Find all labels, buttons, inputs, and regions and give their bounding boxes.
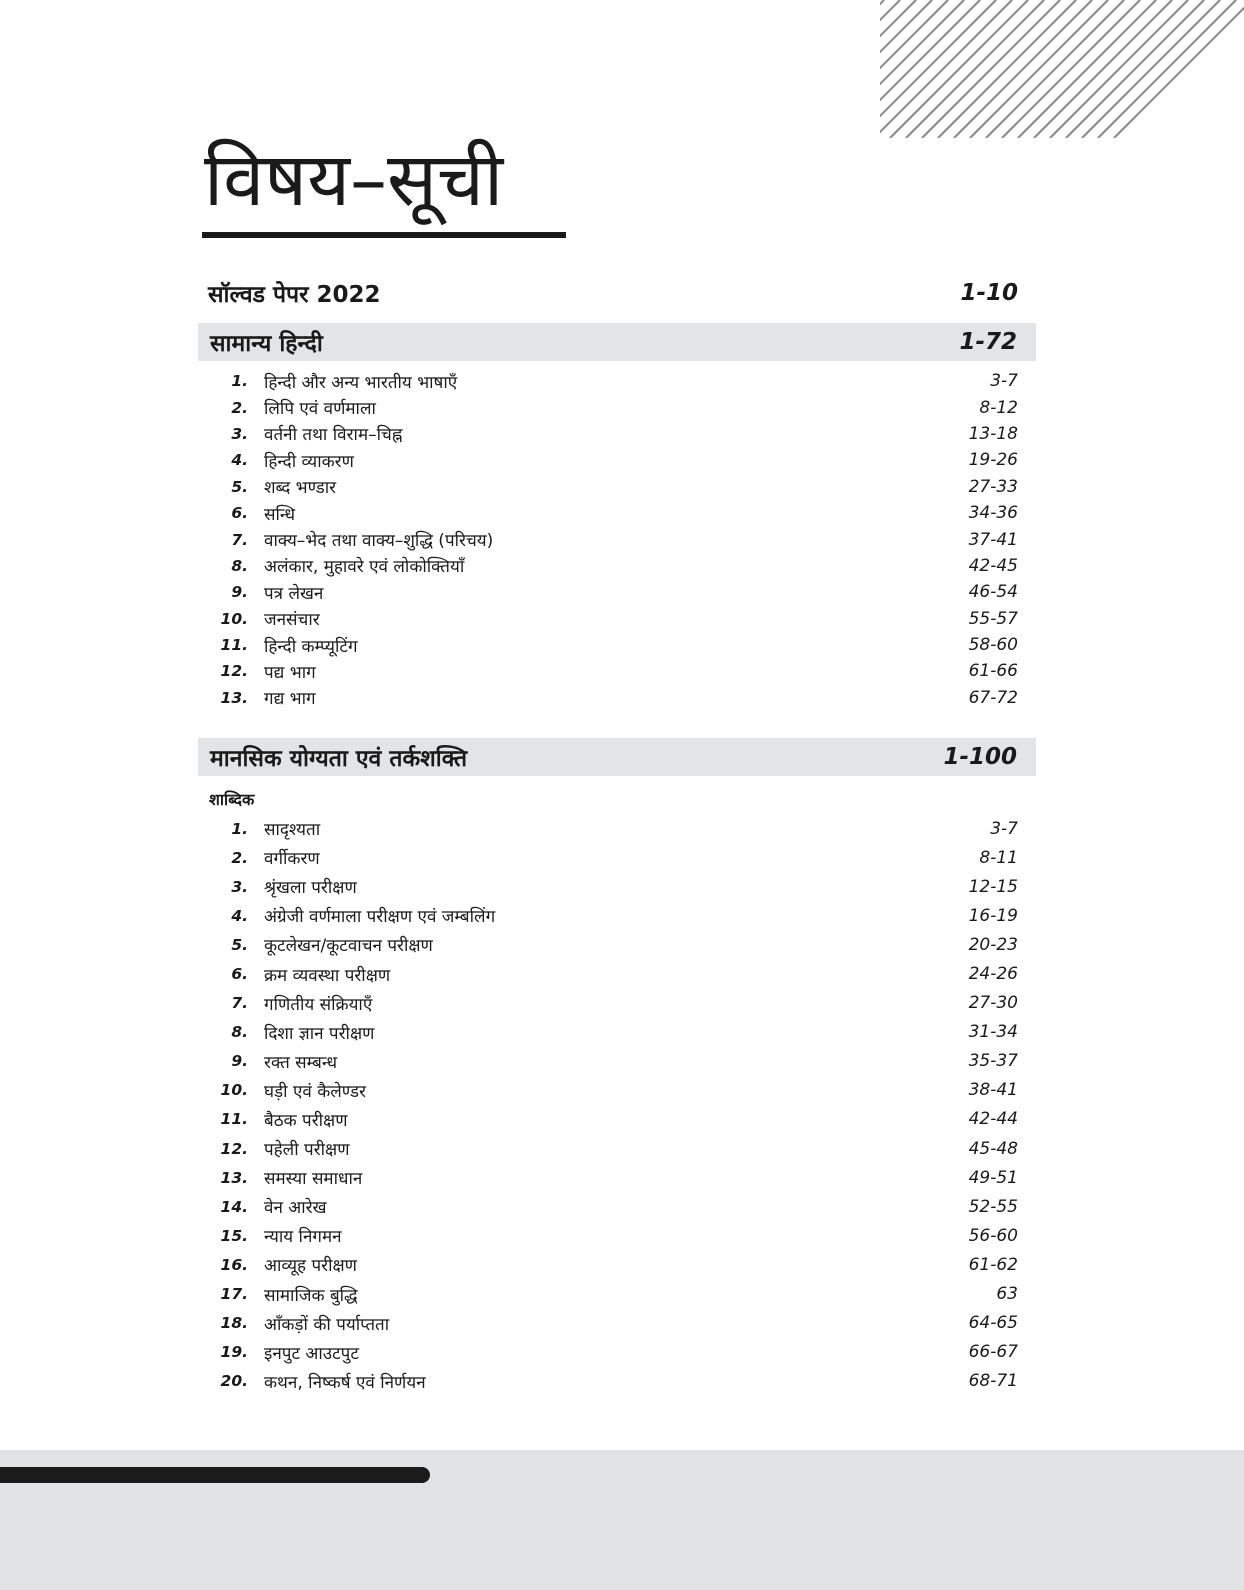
entry-number: 13. bbox=[220, 1168, 248, 1187]
entry-title: रक्त सम्बन्ध bbox=[264, 1052, 338, 1073]
entry-title: वाक्य–भेद तथा वाक्य–शुद्धि (परिचय) bbox=[264, 531, 494, 552]
entry-title: गद्य भाग bbox=[264, 689, 316, 710]
entry-pages: 42-45 bbox=[968, 555, 1018, 576]
entry-title: शब्द भण्डार bbox=[264, 478, 337, 499]
toc-entry[interactable] bbox=[208, 989, 1018, 1018]
solved-paper-title: सॉल्वड पेपर 2022 bbox=[208, 282, 381, 308]
toc-entry[interactable] bbox=[208, 1367, 1018, 1396]
toc-entry[interactable] bbox=[208, 500, 1018, 526]
toc-entry[interactable] bbox=[208, 1047, 1018, 1076]
toc-entry[interactable] bbox=[208, 632, 1018, 658]
entry-title: लिपि एवं वर्णमाला bbox=[264, 399, 376, 420]
entry-number: 5. bbox=[231, 935, 248, 954]
toc-entry[interactable] bbox=[208, 447, 1018, 473]
entry-number: 1. bbox=[231, 372, 248, 391]
entry-pages: 49-51 bbox=[968, 1167, 1018, 1188]
toc-entry[interactable] bbox=[208, 872, 1018, 901]
entry-pages: 27-33 bbox=[968, 476, 1018, 497]
entry-title: अलंकार, मुहावरे एवं लोकोक्तियाँ bbox=[264, 557, 465, 578]
title-underline bbox=[202, 232, 566, 238]
entry-number: 4. bbox=[231, 906, 248, 925]
entry-number: 2. bbox=[231, 848, 248, 867]
section-header-reasoning[interactable] bbox=[198, 738, 1036, 776]
entry-title: पद्य भाग bbox=[264, 662, 316, 683]
entry-title: बैठक परीक्षण bbox=[264, 1110, 348, 1131]
entry-title: कूटलेखन/कूटवाचन परीक्षण bbox=[264, 936, 433, 957]
entry-number: 13. bbox=[220, 688, 248, 707]
solved-paper-entry[interactable] bbox=[208, 275, 1018, 311]
entry-pages: 20-23 bbox=[968, 934, 1018, 955]
toc-entry[interactable] bbox=[208, 606, 1018, 632]
toc-entry[interactable] bbox=[208, 1280, 1018, 1309]
toc-entry[interactable] bbox=[208, 658, 1018, 684]
entry-title: न्याय निगमन bbox=[264, 1227, 342, 1248]
toc-list-reasoning bbox=[208, 814, 1018, 1396]
entry-number: 18. bbox=[220, 1314, 248, 1333]
section-pages: 1-100 bbox=[943, 744, 1017, 770]
entry-number: 4. bbox=[231, 451, 248, 470]
entry-title: गणितीय संक्रियाएँ bbox=[264, 994, 373, 1015]
entry-number: 6. bbox=[231, 965, 248, 984]
section-pages: 1-72 bbox=[959, 329, 1017, 355]
entry-title: समस्या समाधान bbox=[264, 1169, 363, 1190]
toc-entry[interactable] bbox=[208, 1338, 1018, 1367]
entry-pages: 24-26 bbox=[968, 964, 1018, 985]
toc-entry[interactable] bbox=[208, 1163, 1018, 1192]
entry-title: वर्तनी तथा विराम–चिह्न bbox=[264, 425, 403, 446]
entry-number: 3. bbox=[231, 877, 248, 896]
toc-entry[interactable] bbox=[208, 394, 1018, 420]
toc-entry[interactable] bbox=[208, 1309, 1018, 1338]
entry-number: 8. bbox=[231, 1023, 248, 1042]
toc-entry[interactable] bbox=[208, 843, 1018, 872]
entry-number: 17. bbox=[220, 1285, 248, 1304]
entry-title: क्रम व्यवस्था परीक्षण bbox=[264, 965, 391, 986]
entry-pages: 42-44 bbox=[968, 1109, 1018, 1130]
toc-entry[interactable] bbox=[208, 959, 1018, 988]
entry-title: सामाजिक बुद्धि bbox=[264, 1285, 358, 1306]
entry-pages: 63 bbox=[996, 1284, 1018, 1305]
entry-title: हिन्दी व्याकरण bbox=[264, 451, 354, 472]
entry-pages: 8-11 bbox=[979, 847, 1018, 868]
entry-title: हिन्दी और अन्य भारतीय भाषाएँ bbox=[264, 372, 458, 393]
entry-pages: 67-72 bbox=[968, 687, 1018, 708]
page-title: विषय–सूची bbox=[204, 137, 504, 223]
entry-title: अंग्रेजी वर्णमाला परीक्षण एवं जम्बलिंग bbox=[264, 907, 496, 928]
entry-pages: 56-60 bbox=[968, 1225, 1018, 1246]
entry-title: जनसंचार bbox=[264, 610, 320, 631]
entry-pages: 68-71 bbox=[968, 1371, 1018, 1392]
entry-pages: 38-41 bbox=[968, 1080, 1018, 1101]
entry-number: 14. bbox=[220, 1197, 248, 1216]
entry-number: 16. bbox=[220, 1255, 248, 1274]
solved-paper-pages: 1-10 bbox=[960, 280, 1018, 306]
entry-pages: 55-57 bbox=[968, 608, 1018, 629]
toc-entry[interactable] bbox=[208, 1105, 1018, 1134]
entry-pages: 64-65 bbox=[968, 1313, 1018, 1334]
entry-title: सन्धि bbox=[264, 504, 296, 525]
entry-number: 11. bbox=[220, 636, 248, 655]
entry-number: 12. bbox=[220, 662, 248, 681]
entry-number: 15. bbox=[220, 1226, 248, 1245]
entry-pages: 37-41 bbox=[968, 529, 1018, 550]
toc-entry[interactable] bbox=[208, 474, 1018, 500]
toc-entry[interactable] bbox=[208, 579, 1018, 605]
entry-pages: 66-67 bbox=[968, 1342, 1018, 1363]
entry-pages: 16-19 bbox=[968, 905, 1018, 926]
entry-number: 12. bbox=[220, 1139, 248, 1158]
entry-pages: 27-30 bbox=[968, 993, 1018, 1014]
entry-pages: 3-7 bbox=[990, 818, 1018, 839]
toc-entry[interactable] bbox=[208, 930, 1018, 959]
entry-title: इनपुट आउटपुट bbox=[264, 1343, 359, 1364]
toc-entry[interactable] bbox=[208, 553, 1018, 579]
section-title: सामान्य हिन्दी bbox=[210, 331, 323, 357]
hatch-line bbox=[880, 0, 900, 138]
entry-number: 6. bbox=[231, 504, 248, 523]
entry-title: वेन आरेख bbox=[264, 1198, 327, 1219]
entry-title: आव्यूह परीक्षण bbox=[264, 1256, 357, 1277]
entry-title: हिन्दी कम्प्यूटिंग bbox=[264, 636, 358, 657]
entry-pages: 58-60 bbox=[968, 635, 1018, 656]
entry-number: 3. bbox=[231, 424, 248, 443]
entry-number: 7. bbox=[231, 530, 248, 549]
entry-number: 9. bbox=[231, 1052, 248, 1071]
section-title: मानसिक योग्यता एवं तर्कशक्ति bbox=[210, 746, 468, 772]
hatch-line bbox=[880, 0, 996, 138]
toc-entry[interactable] bbox=[208, 1221, 1018, 1250]
toc-entry[interactable] bbox=[208, 1076, 1018, 1105]
hatch-line bbox=[880, 0, 964, 138]
entry-number: 8. bbox=[231, 556, 248, 575]
toc-entry[interactable] bbox=[208, 421, 1018, 447]
entry-number: 1. bbox=[231, 819, 248, 838]
toc-entry[interactable] bbox=[208, 901, 1018, 930]
toc-entry[interactable] bbox=[208, 1018, 1018, 1047]
entry-pages: 61-66 bbox=[968, 661, 1018, 682]
toc-entry[interactable] bbox=[208, 685, 1018, 711]
entry-number: 20. bbox=[220, 1372, 248, 1391]
entry-title: पहेली परीक्षण bbox=[264, 1140, 350, 1161]
toc-entry[interactable] bbox=[208, 368, 1018, 394]
entry-title: घड़ी एवं कैलेण्डर bbox=[264, 1081, 366, 1102]
entry-pages: 45-48 bbox=[968, 1138, 1018, 1159]
hatch-line bbox=[880, 0, 932, 138]
entry-pages: 52-55 bbox=[968, 1196, 1018, 1217]
entry-number: 19. bbox=[220, 1343, 248, 1362]
entry-title: श्रृंखला परीक्षण bbox=[264, 878, 357, 899]
entry-title: वर्गीकरण bbox=[264, 849, 320, 870]
entry-pages: 12-15 bbox=[968, 876, 1018, 897]
section-header-hindi[interactable] bbox=[198, 323, 1036, 361]
entry-pages: 46-54 bbox=[968, 582, 1018, 603]
subsection-heading: शाब्दिक bbox=[209, 790, 255, 809]
entry-number: 5. bbox=[231, 477, 248, 496]
entry-number: 11. bbox=[220, 1110, 248, 1129]
entry-pages: 13-18 bbox=[968, 423, 1018, 444]
entry-pages: 35-37 bbox=[968, 1051, 1018, 1072]
entry-pages: 31-34 bbox=[968, 1022, 1018, 1043]
entry-number: 2. bbox=[231, 398, 248, 417]
entry-number: 9. bbox=[231, 583, 248, 602]
toc-entry[interactable] bbox=[208, 526, 1018, 552]
footer-bar bbox=[0, 1467, 430, 1483]
hatch-line bbox=[880, 0, 948, 138]
entry-pages: 8-12 bbox=[979, 397, 1018, 418]
entry-number: 7. bbox=[231, 994, 248, 1013]
entry-pages: 34-36 bbox=[968, 503, 1018, 524]
toc-entry[interactable] bbox=[208, 1134, 1018, 1163]
toc-entry[interactable] bbox=[208, 814, 1018, 843]
entry-number: 10. bbox=[220, 1081, 248, 1100]
toc-list-hindi bbox=[208, 368, 1018, 711]
entry-title: पत्र लेखन bbox=[264, 583, 324, 604]
toc-entry[interactable] bbox=[208, 1192, 1018, 1221]
entry-pages: 3-7 bbox=[990, 371, 1018, 392]
entry-pages: 61-62 bbox=[968, 1254, 1018, 1275]
diagonal-hatch-decoration bbox=[880, 0, 1244, 138]
entry-title: आँकड़ों की पर्याप्तता bbox=[264, 1314, 390, 1335]
entry-pages: 19-26 bbox=[968, 450, 1018, 471]
entry-title: सादृश्यता bbox=[264, 820, 321, 841]
toc-entry[interactable] bbox=[208, 1250, 1018, 1279]
entry-title: दिशा ज्ञान परीक्षण bbox=[264, 1023, 375, 1044]
entry-number: 10. bbox=[220, 609, 248, 628]
entry-title: कथन, निष्कर्ष एवं निर्णयन bbox=[264, 1372, 426, 1393]
